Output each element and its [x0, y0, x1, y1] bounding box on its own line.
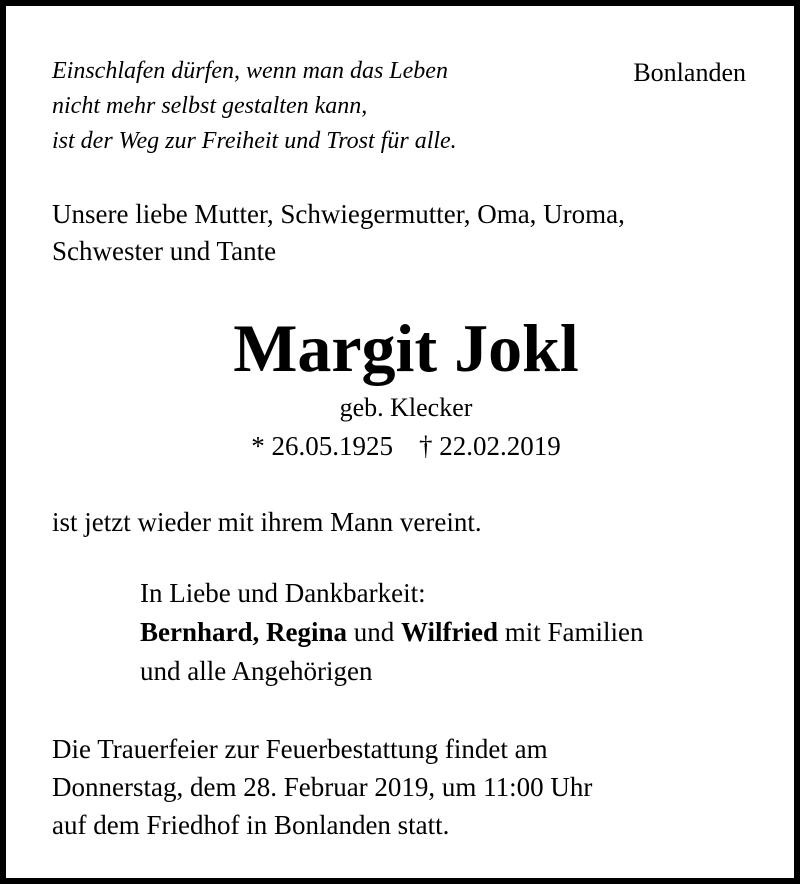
- birth-date: * 26.05.1925: [251, 431, 393, 461]
- poem-line: nicht mehr selbst gestalten kann,: [52, 93, 368, 119]
- connector-text: und: [347, 617, 402, 647]
- signature-names-line: [140, 613, 644, 652]
- intro-text: [52, 196, 625, 270]
- suffix-text: mit Familien: [498, 617, 644, 647]
- poem-line: Einschlafen dürfen, wenn man das Leben: [52, 58, 448, 84]
- poem: [52, 54, 457, 159]
- signature-line: und alle Angehörigen: [140, 656, 373, 686]
- intro-line: Unsere liebe Mutter, Schwiegermutter, Oma, Uroma,: [52, 199, 625, 229]
- deceased-name: Margit Jokl: [233, 310, 579, 386]
- family-name-bold: Wilfried: [401, 617, 499, 647]
- signature-line: In Liebe und Dankbarkeit:: [140, 578, 426, 608]
- intro-line: Schwester und Tante: [52, 236, 277, 266]
- poem-line: ist der Weg zur Freiheit und Trost für alle.: [52, 128, 457, 154]
- reunited-text: ist jetzt wieder mit ihrem Mann vereint.: [52, 507, 482, 537]
- service-line: Donnerstag, dem 28. Februar 2019, um 11:00 Uhr: [52, 772, 593, 802]
- service-line: auf dem Friedhof in Bonlanden statt.: [52, 810, 450, 840]
- birth-name: geb. Klecker: [339, 393, 473, 422]
- service-line: Die Trauerfeier zur Feuerbestattung findet am: [52, 734, 548, 764]
- family-names-bold: Bernhard, Regina: [140, 617, 348, 647]
- service-info: [52, 730, 592, 844]
- signature-block: [140, 574, 644, 691]
- place-name: Bonlanden: [633, 58, 746, 87]
- death-date: † 22.02.2019: [419, 431, 561, 461]
- life-dates: [6, 428, 800, 464]
